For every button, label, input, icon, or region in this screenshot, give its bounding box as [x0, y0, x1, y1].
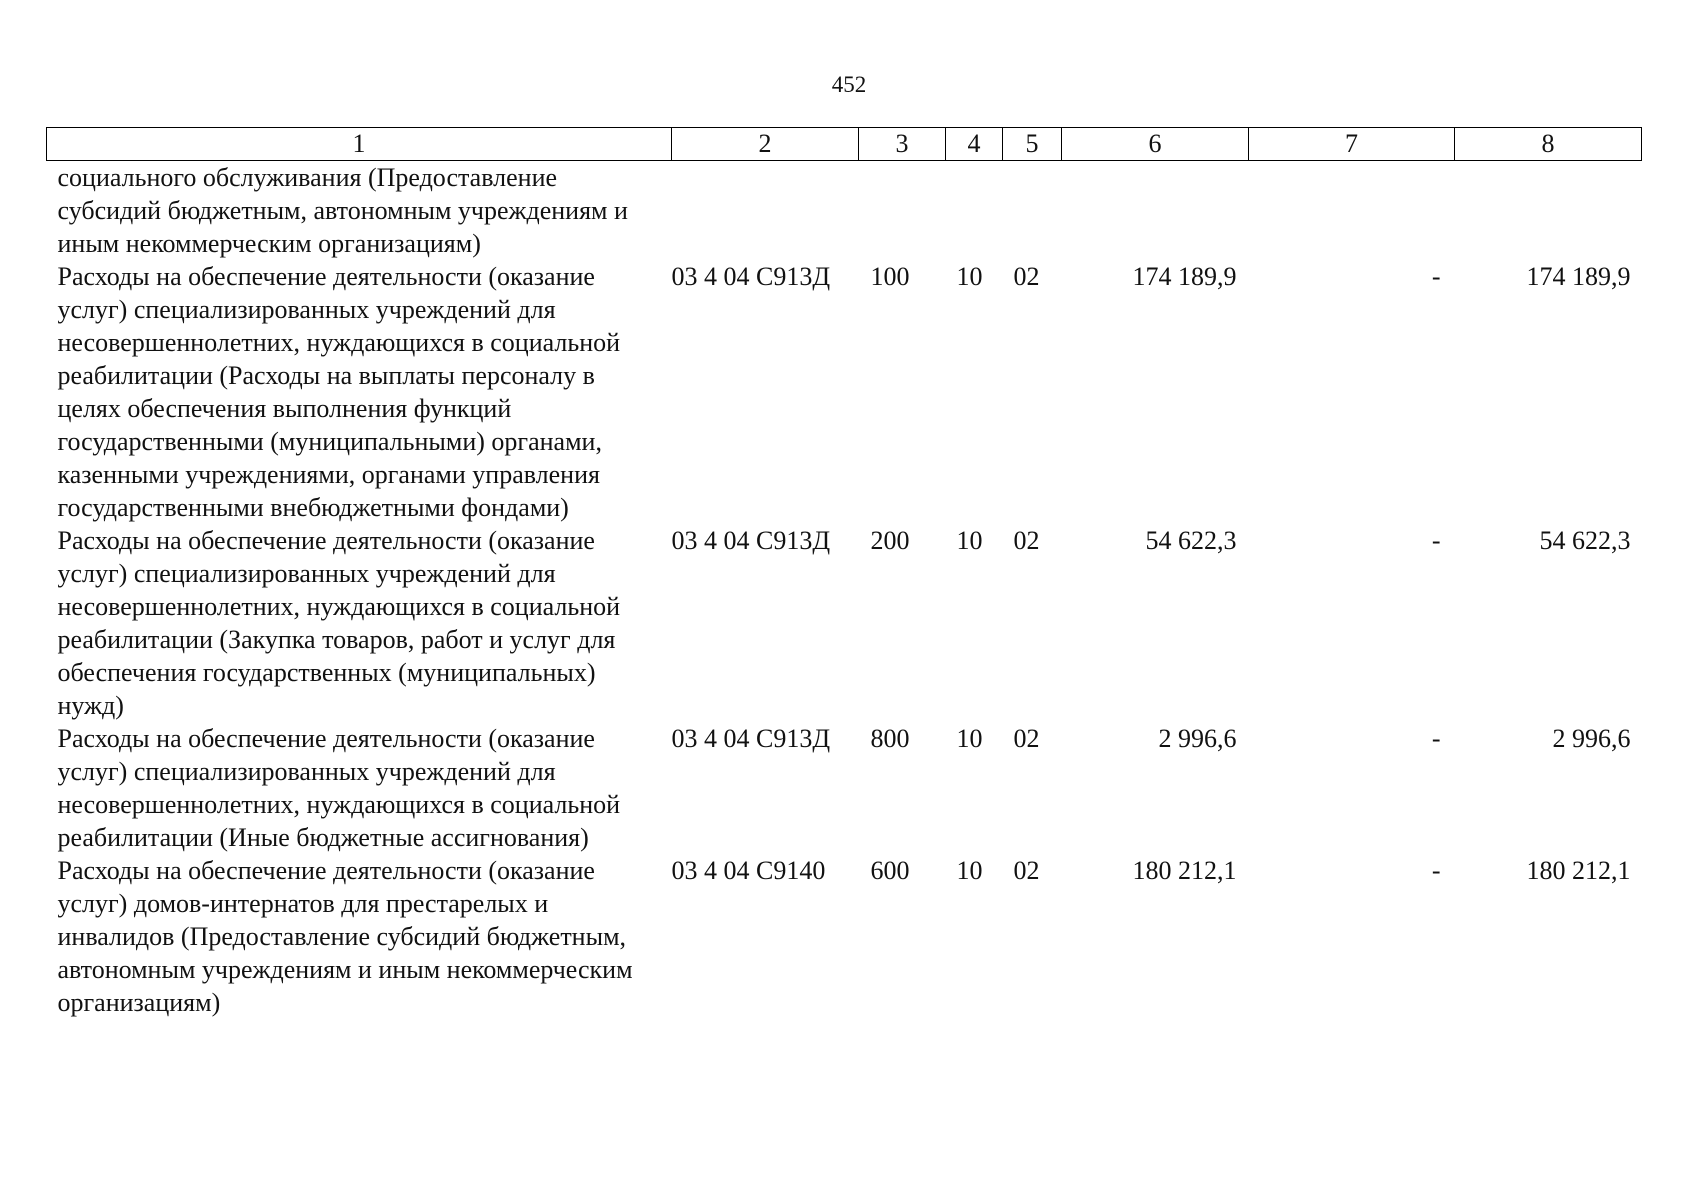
row-name: Расходы на обеспечение деятельности (оказание услуг) специализированных учреждений для несовершеннолетних, нуждающихся в социальной реабилитации (Закупка товаров, работ и услуг для обеспечения государственных (муниципальных) нужд) [57, 526, 621, 720]
page-number: 452 [831, 72, 867, 97]
table-row [47, 524, 1642, 722]
row-type: 100 [870, 262, 910, 291]
row-amount: 174 189,9 [1132, 262, 1237, 291]
row-code: 03 4 04 С913Д [671, 526, 831, 555]
row-type: 600 [870, 856, 910, 885]
row-type: 800 [870, 724, 910, 753]
row-total [1455, 161, 1642, 261]
row-total: 2 996,6 [1552, 724, 1631, 753]
row-change: - [1431, 856, 1441, 885]
row-code: 03 4 04 С9140 [671, 856, 826, 885]
budget-table [46, 127, 1642, 1019]
table-row [47, 260, 1642, 524]
table-row [47, 854, 1642, 1019]
column-header-row [47, 128, 1642, 161]
row-total: 174 189,9 [1526, 262, 1631, 291]
row-code: 03 4 04 С913Д [671, 262, 831, 291]
row-name: Расходы на обеспечение деятельности (оказание услуг) специализированных учреждений для несовершеннолетних, нуждающихся в социальной реабилитации (Расходы на выплаты персоналу в целях обеспечения выполнения функций государственными (муниципальными) органами, казенными учреждениями, органами управления государственными внебюджетными фондами) [57, 262, 621, 522]
row-name: Расходы на обеспечение деятельности (оказание услуг) специализированных учреждений для несовершеннолетних, нуждающихся в социальной реабилитации (Иные бюджетные ассигнования) [57, 724, 621, 852]
row-change [1249, 161, 1455, 261]
row-amount: 2 996,6 [1158, 724, 1237, 753]
column-header-5: 5 [1003, 128, 1062, 161]
row-subsection: 02 [1013, 856, 1040, 885]
row-type [859, 161, 946, 261]
column-header-3: 3 [859, 128, 946, 161]
row-change: - [1431, 526, 1441, 555]
row-subsection: 02 [1013, 526, 1040, 555]
column-header-8: 8 [1455, 128, 1642, 161]
row-amount: 180 212,1 [1132, 856, 1237, 885]
row-name: социального обслуживания (Предоставление субсидий бюджетным, автономным учреждениям и иным некоммерческим организациям) [57, 163, 628, 258]
column-header-1: 1 [47, 128, 672, 161]
row-total: 180 212,1 [1526, 856, 1631, 885]
row-type: 200 [870, 526, 910, 555]
row-section [946, 161, 1003, 261]
row-total: 54 622,3 [1539, 526, 1631, 555]
row-section: 10 [956, 856, 983, 885]
row-code: 03 4 04 С913Д [671, 724, 831, 753]
column-header-6: 6 [1062, 128, 1249, 161]
row-amount: 54 622,3 [1145, 526, 1237, 555]
row-change: - [1431, 262, 1441, 291]
column-header-4: 4 [946, 128, 1003, 161]
column-header-7: 7 [1249, 128, 1455, 161]
table-row [47, 722, 1642, 854]
row-subsection: 02 [1013, 724, 1040, 753]
row-section: 10 [956, 262, 983, 291]
row-amount [1062, 161, 1249, 261]
row-section: 10 [956, 724, 983, 753]
row-subsection [1003, 161, 1062, 261]
row-subsection: 02 [1013, 262, 1040, 291]
row-change: - [1431, 724, 1441, 753]
column-header-2: 2 [672, 128, 859, 161]
table-row [47, 161, 1642, 261]
row-code [672, 161, 859, 261]
row-section: 10 [956, 526, 983, 555]
row-name: Расходы на обеспечение деятельности (оказание услуг) домов-интернатов для престарелых и инвалидов (Предоставление субсидий бюджетным, автономным учреждениям и иным некоммерческим организациям) [57, 856, 633, 1017]
